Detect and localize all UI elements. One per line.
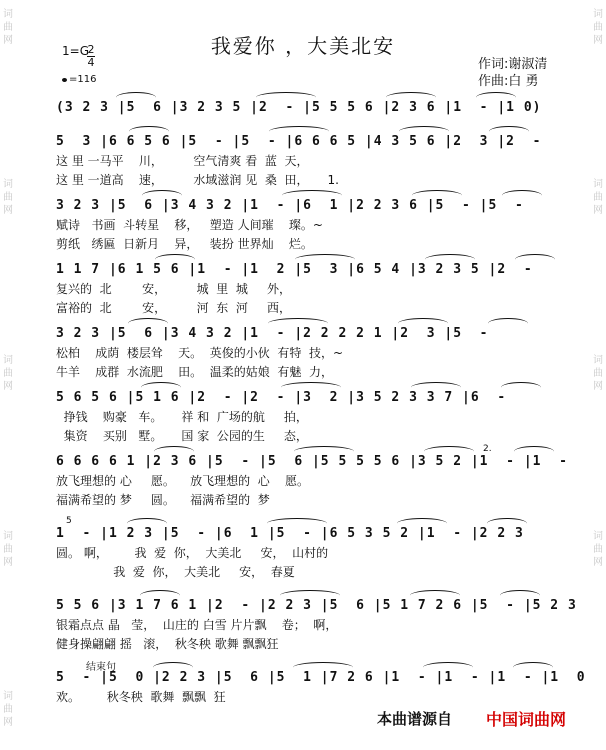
slur-mark <box>153 662 193 673</box>
notation-line: 1 - |1 2 3 |5 - |6 1 |5 - |6 5 3 5 2 |1 - |2 2 3 <box>56 526 524 541</box>
notation-line: 5 - |5 0 |2 2 3 |5 6 |5 1 |7 2 6 |1 - |1 - |1 - |1 0 <box>56 670 586 685</box>
key-signature: 1=G <box>62 44 89 58</box>
quarter-note-icon <box>62 78 67 82</box>
slur-mark <box>140 590 180 601</box>
slur-mark <box>489 126 529 137</box>
lyric-line: 健身操翩翩 摇 滚， 秋冬秧 歌舞 飘飘狂 <box>56 637 279 651</box>
lyric-line: 集资 买别 墅。 国 家 公园的生 态， <box>56 429 308 443</box>
lyric-line: 我 爱 你， 大美北 安， 春夏 <box>56 565 295 579</box>
slur-mark <box>424 446 474 457</box>
watermark-text: 词曲网 <box>593 179 603 216</box>
watermark-text: 词曲网 <box>593 9 603 46</box>
lyric-line: 银霜点点 晶 莹， 山庄的 白雪 片片飘 卷； 啊， <box>56 618 338 632</box>
volta-ending-2-label: 2. <box>483 444 492 454</box>
slur-mark <box>141 382 181 393</box>
lyric-line: 这 里 一马平 川， 空气清爽 看 蓝 天， <box>56 154 309 168</box>
slur-mark <box>281 382 341 393</box>
slur-mark <box>129 126 169 137</box>
slur-mark <box>386 92 436 103</box>
slur-mark <box>280 590 340 601</box>
composer-credit: 作曲:白 勇 <box>478 74 539 89</box>
slur-layer <box>56 452 568 472</box>
slur-mark <box>412 190 462 201</box>
ending-phrase-label: 结束句 <box>86 662 116 673</box>
slur-mark <box>514 446 554 457</box>
lyric-line: 剪纸 绣匾 日新月 异， 装扮 世界灿 烂。 <box>56 237 313 251</box>
slur-layer <box>56 524 552 544</box>
slur-mark <box>513 662 553 673</box>
score-row <box>56 260 552 318</box>
slur-mark <box>488 318 528 329</box>
lyric-line: 富裕的 北 安， 河 东 河 西， <box>56 301 291 315</box>
slur-mark <box>501 382 541 393</box>
notation-line: (3 2 3 |5 6 |3 2 3 5 |2 - |5 5 5 6 |2 3 6 |1 - |1 0) <box>56 100 542 115</box>
watermark-text: 词曲网 <box>3 691 13 728</box>
watermark-text: 词曲网 <box>3 179 13 216</box>
section-number-mark: 5 <box>66 516 72 526</box>
slur-mark <box>295 254 355 265</box>
lyric-line: 松柏 成荫 楼层耸 天。 英俊的小伙 有特 技，~ <box>56 346 344 360</box>
score-row <box>56 388 552 446</box>
notation-line: 5 3 |6 6 5 6 |5 - |5 - |6 6 6 5 |4 3 5 6 |2 3 |2 - <box>56 134 542 149</box>
slur-mark <box>500 590 540 601</box>
score-row <box>56 596 577 654</box>
slur-mark <box>423 662 473 673</box>
notation-line: 3 2 3 |5 6 |3 4 3 2 |1 - |2 2 2 2 1 |2 3 |5 - <box>56 326 489 341</box>
lyric-line: 福满希望的 梦 圆。 福满希望的 梦 <box>56 493 270 507</box>
slur-mark <box>154 446 194 457</box>
slur-layer <box>56 324 552 344</box>
notation-line: 1 1 7 |6 1 5 6 |1 - |1 2 |5 3 |6 5 4 |3 2 3 5 |2 - <box>56 262 533 277</box>
tempo-value: =116 <box>69 74 97 85</box>
watermark-text: 词曲网 <box>3 531 13 568</box>
slur-mark <box>397 518 447 529</box>
slur-layer <box>56 668 586 688</box>
watermark-text: 词曲网 <box>3 9 13 46</box>
time-signature <box>87 44 95 69</box>
song-title: 我爱你 ，大美北安 <box>210 34 396 58</box>
watermark-text: 词曲网 <box>593 531 603 568</box>
notation-line: 6 6 6 6 1 |2 3 6 |5 - |5 6 |5 5 5 5 6 |3 5 2 |1 - |1 - <box>56 454 568 469</box>
score-row <box>56 324 552 382</box>
slur-mark <box>425 254 475 265</box>
slur-layer <box>56 596 577 616</box>
slur-layer <box>56 98 552 118</box>
slur-mark <box>267 518 327 529</box>
lyric-line: 牛羊 成群 水流肥 田。 温柔的姑娘 有魅 力， <box>56 365 334 379</box>
time-signature-bottom: 4 <box>87 56 95 69</box>
slur-layer <box>56 196 552 216</box>
slur-mark <box>269 126 329 137</box>
slur-mark <box>268 318 328 329</box>
slur-mark <box>476 92 516 103</box>
slur-mark <box>256 92 316 103</box>
slur-mark <box>128 318 168 329</box>
slur-layer <box>56 132 552 152</box>
score-row <box>56 452 568 510</box>
lyric-line: 这 里 一道高 速， 水域滋润 见 桑 田， 1. <box>56 173 339 187</box>
score-row <box>56 524 552 582</box>
slur-mark <box>127 518 167 529</box>
lyricist-credit: 作词:谢淑清 <box>478 57 548 72</box>
score-row <box>56 98 552 118</box>
lyric-line: 欢。 秋冬秧 歌舞 飘飘 狂 <box>56 690 226 704</box>
slur-layer <box>56 260 552 280</box>
lyric-line: 复兴的 北 安， 城 里 城 外， <box>56 282 291 296</box>
footer-source-text: 本曲谱源自 <box>377 710 453 728</box>
notation-line: 5 6 5 6 |5 1 6 |2 - |2 - |3 2 |3 5 2 3 3 7 |6 - <box>56 390 507 405</box>
score-row <box>56 668 586 707</box>
slur-mark <box>155 254 195 265</box>
tempo-marking <box>62 74 96 85</box>
notation-line: 3 2 3 |5 6 |3 4 3 2 |1 - |6 1 |2 2 3 6 |5 - |5 - <box>56 198 524 213</box>
slur-mark <box>282 190 342 201</box>
watermark-text: 词曲网 <box>3 355 13 392</box>
slur-mark <box>502 190 542 201</box>
watermark-text: 词曲网 <box>593 355 603 392</box>
slur-mark <box>411 382 461 393</box>
slur-mark <box>399 126 449 137</box>
score-row <box>56 196 552 254</box>
lyric-line: 圆。 啊， 我 爱 你， 大美北 安， 山村的 <box>56 546 329 560</box>
slur-mark <box>487 518 527 529</box>
slur-mark <box>515 254 555 265</box>
time-signature-top: 2 <box>87 43 95 56</box>
slur-mark <box>293 662 353 673</box>
lyric-line: 赋诗 书画 斗转星 移， 塑造 人间璀 璨。~ <box>56 218 323 232</box>
slur-mark <box>294 446 354 457</box>
slur-mark <box>116 92 156 103</box>
notation-line: 5 5 6 |3 1 7 6 1 |2 - |2 2 3 |5 6 |5 1 7 2 6 |5 - |5 2 3 <box>56 598 577 613</box>
slur-layer <box>56 388 552 408</box>
footer-site-name: 中国词曲网 <box>486 710 567 729</box>
slur-mark <box>142 190 182 201</box>
slur-mark <box>398 318 448 329</box>
lyric-line: 放飞理想的 心 愿。 放飞理想的 心 愿。 <box>56 474 310 488</box>
slur-mark <box>410 590 460 601</box>
score-row <box>56 132 552 190</box>
lyric-line: 挣钱 购豪 车。 祥 和 广场的航 拍， <box>56 410 308 424</box>
